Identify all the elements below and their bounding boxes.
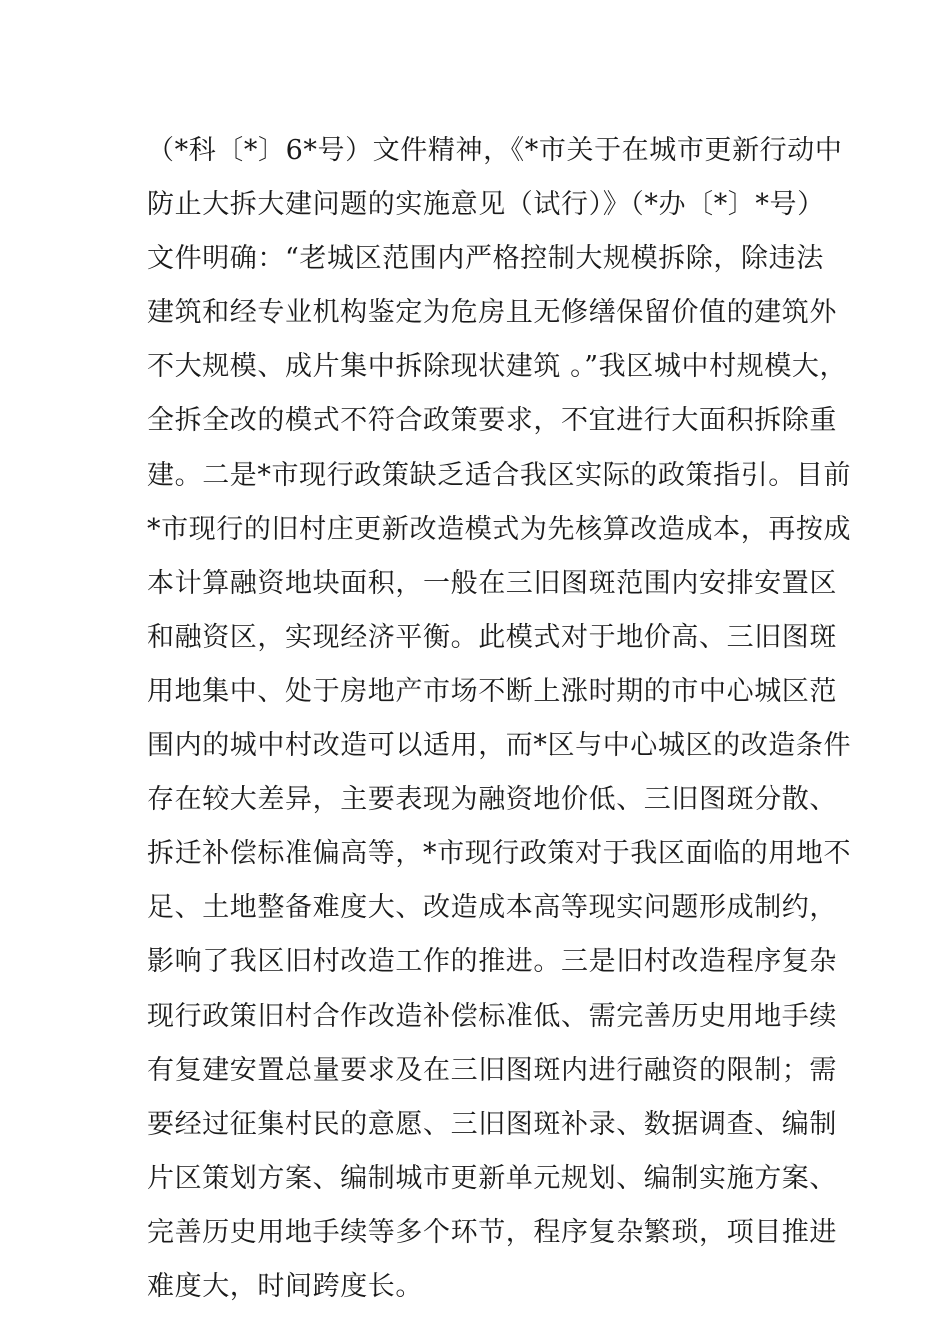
text-line: 现行政策旧村合作改造补偿标准低、需完善历史用地手续 — [147, 1000, 837, 1032]
text-line: 不大规模、成片集中拆除现状建筑 。”我区城中村规模大， — [147, 351, 848, 383]
text-line: 建筑和经专业机构鉴定为危房且无修缮保留价值的建筑外 — [147, 297, 837, 329]
text-line: 防止大拆大建问题的实施意见（试行）》（*办〔*〕*号） — [147, 189, 825, 221]
text-line: 难度大，时间跨度长。 — [147, 1270, 423, 1302]
text-line: 影响了我区旧村改造工作的推进。三是旧村改造程序复杂 — [147, 946, 837, 978]
text-line: 用地集中、处于房地产市场不断上涨时期的市中心城区范 — [147, 675, 837, 707]
text-line: 本计算融资地块面积，一般在三旧图斑范围内安排安置区 — [147, 567, 837, 599]
text-line: 建。二是*市现行政策缺乏适合我区实际的政策指引。目前 — [147, 459, 852, 491]
text-line: 存在较大差异，主要表现为融资地价低、三旧图斑分散、 — [147, 784, 837, 816]
text-line: 和融资区，实现经济平衡。此模式对于地价高、三旧图斑 — [147, 621, 837, 653]
text-line: 完善历史用地手续等多个环节，程序复杂繁琐，项目推进 — [147, 1216, 837, 1248]
body-paragraph — [147, 124, 852, 1314]
text-line: 要经过征集村民的意愿、三旧图斑补录、数据调查、编制 — [147, 1108, 837, 1140]
text-line: （*科〔*〕6*号）文件精神，《*市关于在城市更新行动中 — [147, 135, 843, 166]
text-line: 文件明确：“老城区范围内严格控制大规模拆除，除违法 — [147, 243, 824, 275]
text-line: 全拆全改的模式不符合政策要求，不宜进行大面积拆除重 — [147, 405, 837, 437]
text-line: 有复建安置总量要求及在三旧图斑内进行融资的限制；需 — [147, 1054, 837, 1086]
text-line: 足、土地整备难度大、改造成本高等现实问题形成制约， — [147, 892, 837, 924]
text-line: 围内的城中村改造可以适用，而*区与中心城区的改造条件 — [147, 730, 852, 762]
text-line: *市现行的旧村庄更新改造模式为先核算改造成本，再按成 — [147, 513, 852, 545]
text-line: 片区策划方案、编制城市更新单元规划、编制实施方案、 — [147, 1162, 837, 1194]
text-line: 拆迁补偿标准偏高等，*市现行政策对于我区面临的用地不 — [147, 838, 852, 870]
